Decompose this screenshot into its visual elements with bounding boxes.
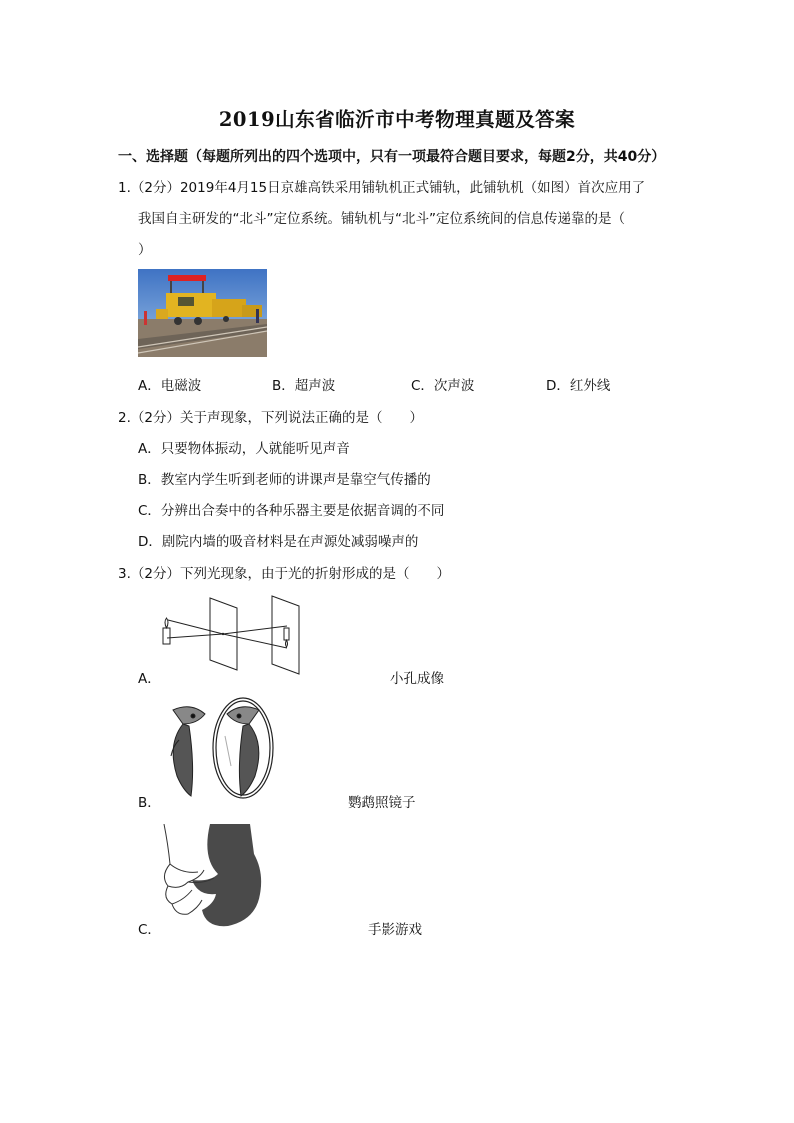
q3-option-b-letter: B． bbox=[138, 795, 161, 811]
q2-option-c: C．分辨出合奏中的各种乐器主要是依据音调的不同 bbox=[138, 503, 445, 519]
q1-line1: 1.（2分）2019年4月15日京雄高铁采用铺轨机正式铺轨，此铺轨机（如图）首次应用了 bbox=[118, 180, 646, 196]
parrot-mirror-figure bbox=[155, 696, 279, 802]
q1-option-b: B．超声波 bbox=[272, 378, 336, 394]
hand-shadow-figure bbox=[158, 824, 282, 928]
section-heading: 一、选择题（每题所列出的四个选项中，只有一项最符合题目要求，每题2分，共40分） bbox=[118, 149, 666, 165]
q2-option-b: B．教室内学生听到老师的讲课声是靠空气传播的 bbox=[138, 472, 431, 488]
q1-line3: ） bbox=[138, 242, 152, 258]
track-laying-machine-photo bbox=[138, 269, 267, 357]
q2-option-a: A．只要物体振动，人就能听见声音 bbox=[138, 441, 350, 457]
q1-option-c: C．次声波 bbox=[411, 378, 475, 394]
q2-line1: 2.（2分）关于声现象，下列说法正确的是（ ） bbox=[118, 410, 423, 426]
q1-option-d: D．红外线 bbox=[546, 378, 611, 394]
q2-option-d: D．剧院内墙的吸音材料是在声源处减弱噪声的 bbox=[138, 534, 419, 550]
page-title: 2019山东省临沂市中考物理真题及答案 bbox=[218, 108, 576, 131]
pinhole-imaging-figure bbox=[155, 594, 305, 676]
q3-option-a-caption: 小孔成像 bbox=[390, 671, 444, 687]
q3-option-c-caption: 手影游戏 bbox=[368, 922, 422, 938]
q1-line2: 我国自主研发的“北斗”定位系统。铺轨机与“北斗”定位系统间的信息传递靠的是（ bbox=[138, 211, 625, 227]
q3-option-c-letter: C． bbox=[138, 922, 161, 938]
q3-option-a-letter: A． bbox=[138, 671, 161, 687]
q3-line1: 3.（2分）下列光现象，由于光的折射形成的是（ ） bbox=[118, 566, 450, 582]
q3-option-b-caption: 鹦鹉照镜子 bbox=[348, 795, 416, 811]
q1-option-a: A．电磁波 bbox=[138, 378, 202, 394]
